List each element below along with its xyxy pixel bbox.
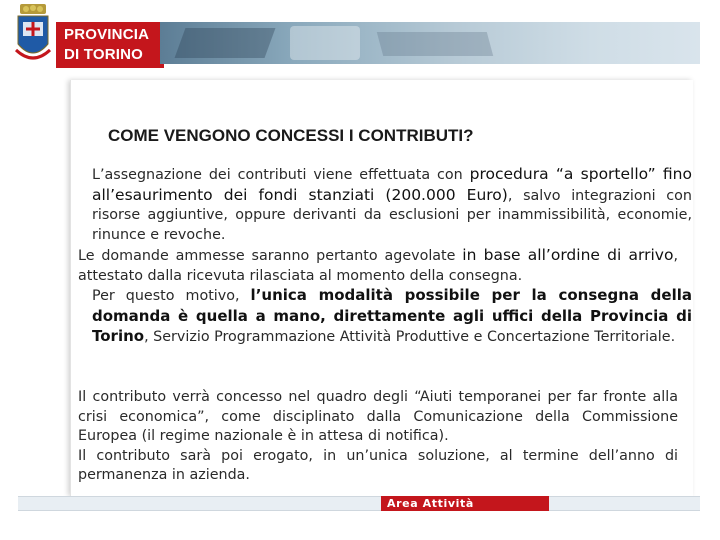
paragraph-contributo	[78, 388, 678, 486]
crest-icon	[14, 4, 52, 66]
footer-area-label: Area Attività produttive	[381, 496, 549, 511]
brand-box	[56, 22, 164, 68]
provincia-logo	[10, 4, 160, 66]
header-banner-image	[160, 22, 700, 64]
brand-line-2: DI TORINO	[64, 46, 144, 63]
slide-header	[0, 0, 720, 70]
footer-bar	[18, 496, 700, 511]
p1-text-a: L’assegnazione dei contributi viene effettuata con	[92, 167, 470, 183]
p1-text-highlight: procedura “a sportello” fino all’esaurimento dei fondi stanziati (200.000 Euro)	[92, 165, 692, 204]
paragraph-domande	[78, 246, 678, 286]
paragraph-consegna	[78, 286, 692, 348]
p3-text-b: , Servizio Programmazione Attività Produttive e Concertazione Territoriale.	[144, 329, 676, 346]
p4-line-1: Il contributo verrà concesso nel quadro degli “Aiuti temporanei per far fronte alla crisi economica”, come disciplinato dalla Comunicazione della Commissione Europea (il regime nazionale è in attesa di notifica).	[78, 389, 678, 445]
p2-text-highlight: in base all’ordine di arrivo	[462, 246, 674, 264]
p2-text-a: Le domande ammesse saranno pertanto agevolate	[78, 248, 463, 264]
p3-text-bold: l’unica modalità possibile per la consegna della domanda è quella a mano, direttamente agli uffici della Provincia di Torino	[92, 286, 692, 346]
p1-text-b: , salvo integrazioni con risorse aggiuntive, oppure derivanti da esclusioni per inammissibilità, economie, rinunce e revoche.	[92, 187, 692, 243]
slide-title: COME VENGONO CONCESSI I CONTRIBUTI?	[108, 126, 474, 145]
p3-text-a: Per questo motivo,	[92, 288, 251, 304]
paragraph-assegnazione	[78, 165, 692, 245]
p4-line-2: Il contributo sarà poi erogato, in un’unica soluzione, al termine dell’anno di permanenza in azienda.	[78, 447, 678, 484]
p2-text-b: , attestato dalla ricevuta rilasciata al momento della consegna.	[78, 248, 678, 284]
brand-line-1: PROVINCIA	[64, 26, 150, 43]
